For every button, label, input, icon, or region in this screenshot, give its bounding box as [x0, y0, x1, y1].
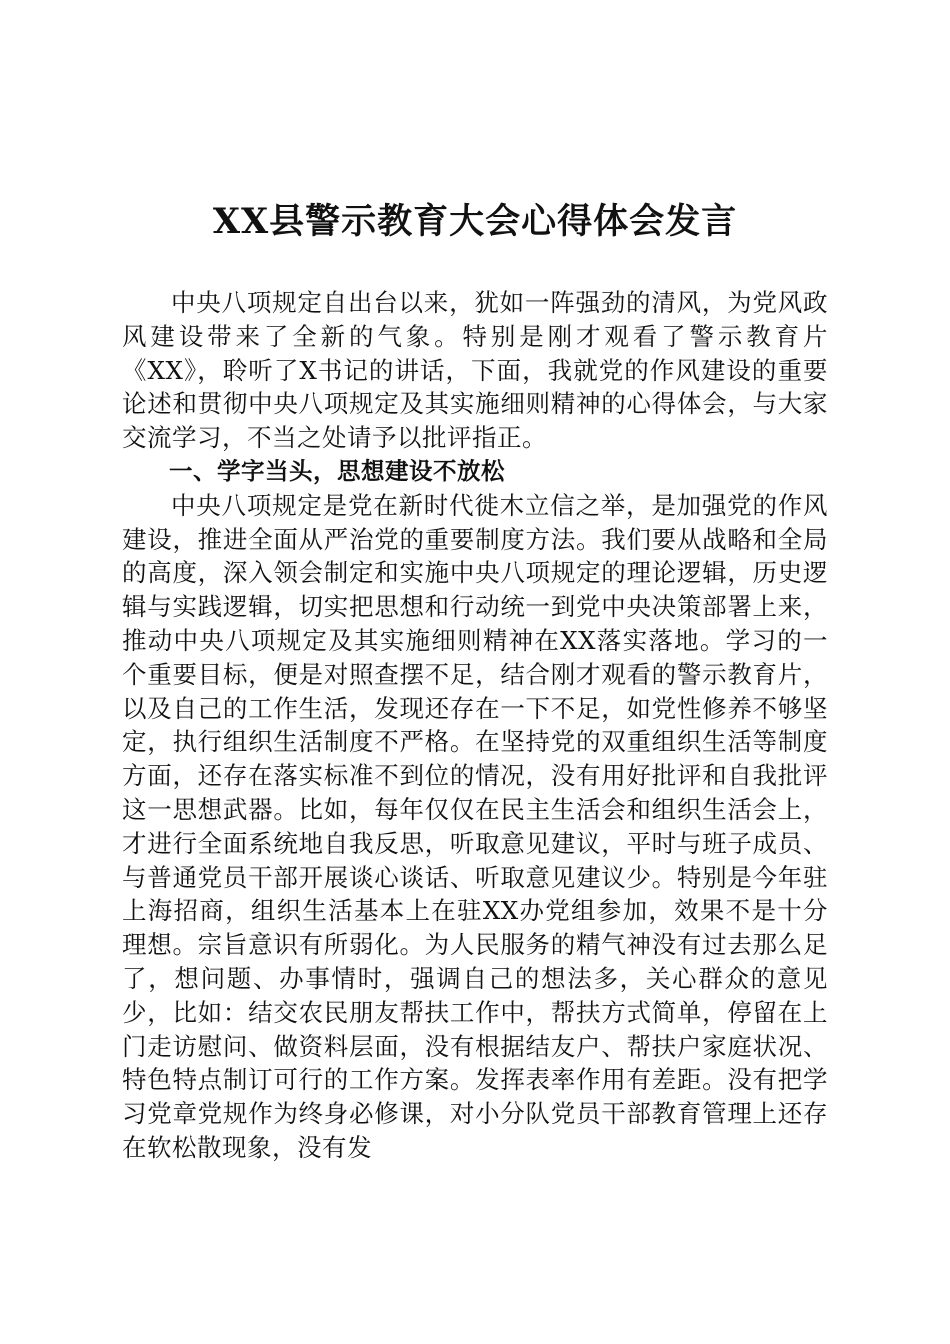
document-title: XX县警示教育大会心得体会发言 [212, 201, 738, 242]
intro-paragraph: 中央八项规定自出台以来，犹如一阵强劲的清风，为党风政风建设带来了全新的气象。特别是刚才观看了警示教育片《XX》，聆听了X书记的讲话，下面，我就党的作风建设的重要论述和贯彻中央八项规定及其实施细则精神的心得体会，与大家交流学习，不当之处请予以批评指正。 [122, 288, 828, 453]
document-body [122, 286, 828, 1165]
section-paragraph: 中央八项规定是党在新时代徙木立信之举，是加强党的作风建设，推进全面从严治党的重要制度方法。我们要从战略和全局的高度，深入领会制定和实施中央八项规定的理论逻辑，历史逻辑与实践逻辑，切实把思想和行动统一到党中央决策部署上来，推动中央八项规定及其实施细则精神在XX落实落地。学习的一个重要目标，便是对照查摆不足，结合刚才观看的警示教育片，以及自己的工作生活，发现还存在一下不足，如党性修养不够坚定，执行组织生活制度不严格。在坚持党的双重组织生活等制度方面，还存在落实标准不到位的情况，没有用好批评和自我批评这一思想武器。比如，每年仅仅在民主生活会和组织生活会上，才进行全面系统地自我反思，听取意见建议，平时与班子成员、与普通党员干部开展谈心谈话、听取意见建议少。特别是今年驻上海招商，组织生活基本上在驻XX办党组参加，效果不是十分理想。宗旨意识有所弱化。为人民服务的精气神没有过去那么足了，想问题、办事情时，强调自己的想法多，关心群众的意见少，比如：结交农民朋友帮扶工作中，帮扶方式简单，停留在上门走访慰问、做资料层面，没有根据结友户、帮扶户家庭状况、特色特点制订可行的工作方案。发挥表率作用有差距。没有把学习党章党规作为终身必修课，对小分队党员干部教育管理上还存在软松散现象，没有发 [122, 490, 828, 1162]
section-heading: 一、学字当头，思想建设不放松 [169, 456, 505, 485]
